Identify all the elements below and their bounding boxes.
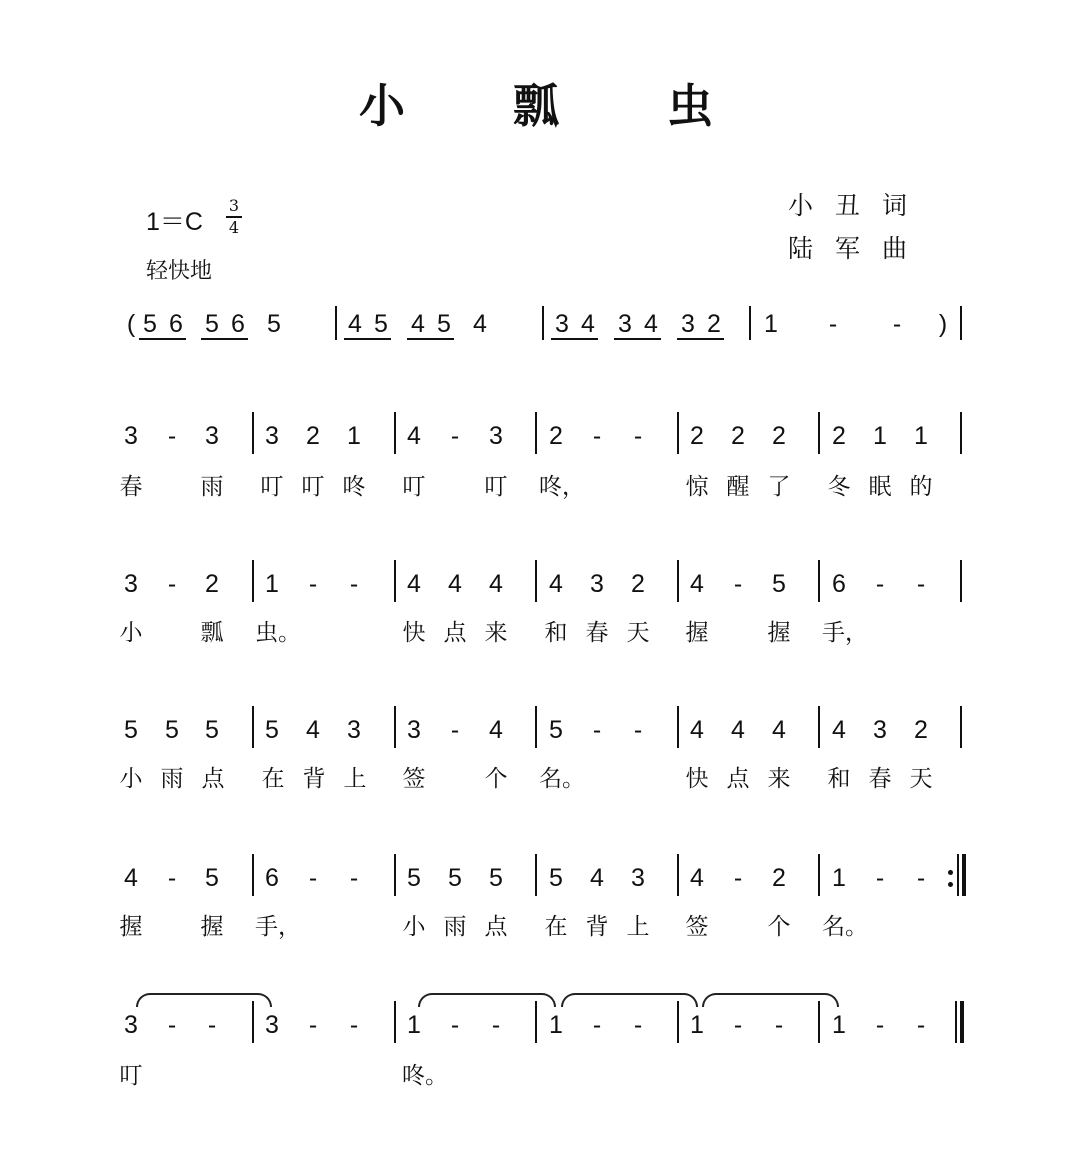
lyric-syllable: 雨 bbox=[443, 914, 467, 940]
hold-dash: - bbox=[733, 570, 743, 598]
lyric-syllable: 雨 bbox=[200, 474, 224, 500]
note: 3 bbox=[124, 570, 138, 598]
hold-dash: - bbox=[349, 570, 359, 598]
note: 4 bbox=[473, 310, 487, 338]
lyric-syllable: 握 bbox=[200, 914, 224, 940]
barline bbox=[818, 854, 820, 896]
barline bbox=[818, 412, 820, 454]
note: 2 bbox=[306, 422, 320, 450]
note: 1 bbox=[914, 422, 928, 450]
barline bbox=[535, 854, 537, 896]
lyric-syllable: 咚 bbox=[342, 474, 366, 500]
note: 5 bbox=[205, 310, 219, 338]
note: 3 bbox=[618, 310, 632, 338]
hold-dash: - bbox=[450, 422, 460, 450]
eighth-note-underline bbox=[201, 338, 248, 340]
lyric-syllable: 和 bbox=[827, 766, 851, 792]
hold-dash: - bbox=[167, 422, 177, 450]
lyric-syllable: 小 bbox=[402, 914, 426, 940]
note: 5 bbox=[772, 570, 786, 598]
hold-dash: - bbox=[349, 1011, 359, 1039]
note: 4 bbox=[407, 422, 421, 450]
barline bbox=[394, 706, 396, 748]
lyric-syllable: 背 bbox=[585, 914, 609, 940]
lyric-syllable: 快 bbox=[685, 766, 709, 792]
lyric-syllable: 叮 bbox=[260, 474, 284, 500]
eighth-note-underline bbox=[551, 338, 598, 340]
hold-dash: - bbox=[633, 1011, 643, 1039]
lyric-syllable: 春 bbox=[119, 474, 143, 500]
hold-dash: - bbox=[167, 864, 177, 892]
barline bbox=[960, 560, 962, 602]
lyric-syllable: 叮 bbox=[301, 474, 325, 500]
note: 1 bbox=[764, 310, 778, 338]
barline bbox=[677, 560, 679, 602]
note: 1 bbox=[832, 1011, 846, 1039]
lyric-syllable: 签 bbox=[685, 914, 709, 940]
lyric-syllable: 个 bbox=[484, 766, 508, 792]
note: 1 bbox=[407, 1011, 421, 1039]
time-signature bbox=[226, 197, 242, 237]
barline bbox=[252, 854, 254, 896]
lyric-syllable: 雨 bbox=[160, 766, 184, 792]
tie-slur bbox=[702, 993, 839, 1007]
note: 5 bbox=[124, 716, 138, 744]
hold-dash: - bbox=[875, 864, 885, 892]
barline bbox=[677, 706, 679, 748]
hold-dash: - bbox=[450, 716, 460, 744]
barline bbox=[818, 560, 820, 602]
lyric-syllable: 的 bbox=[909, 474, 933, 500]
tie-slur bbox=[418, 993, 556, 1007]
hold-dash: - bbox=[774, 1011, 784, 1039]
barline bbox=[535, 412, 537, 454]
note: 3 bbox=[681, 310, 695, 338]
barline bbox=[818, 1001, 820, 1043]
note: 5 bbox=[448, 864, 462, 892]
lyric-syllable: 点 bbox=[726, 766, 750, 792]
lyric-syllable: 点 bbox=[484, 914, 508, 940]
note: 3 bbox=[489, 422, 503, 450]
note: 4 bbox=[448, 570, 462, 598]
note: 5 bbox=[407, 864, 421, 892]
lyric-syllable: 叮 bbox=[119, 1063, 143, 1089]
lyric-syllable: 手， bbox=[822, 620, 868, 646]
note: 4 bbox=[348, 310, 362, 338]
lyric-syllable: 小 bbox=[119, 620, 143, 646]
note: 4 bbox=[832, 716, 846, 744]
barline bbox=[535, 560, 537, 602]
note: 4 bbox=[772, 716, 786, 744]
note: 3 bbox=[590, 570, 604, 598]
barline bbox=[252, 1001, 254, 1043]
lyric-syllable: 小 bbox=[119, 766, 143, 792]
hold-dash: - bbox=[592, 716, 602, 744]
hold-dash: - bbox=[633, 716, 643, 744]
note: 4 bbox=[549, 570, 563, 598]
note: 4 bbox=[489, 570, 503, 598]
barline bbox=[535, 706, 537, 748]
note: 2 bbox=[549, 422, 563, 450]
hold-dash: - bbox=[733, 1011, 743, 1039]
hold-dash: - bbox=[733, 864, 743, 892]
note: 6 bbox=[231, 310, 245, 338]
note: 3 bbox=[347, 716, 361, 744]
note: 2 bbox=[707, 310, 721, 338]
eighth-note-underline bbox=[614, 338, 661, 340]
lyric-syllable: 来 bbox=[767, 766, 791, 792]
barline bbox=[677, 854, 679, 896]
lyric-syllable: 咚。 bbox=[402, 1063, 448, 1089]
note: 2 bbox=[914, 716, 928, 744]
eighth-note-underline bbox=[677, 338, 724, 340]
note: 3 bbox=[124, 422, 138, 450]
note: 1 bbox=[265, 570, 279, 598]
lyric-syllable: 了 bbox=[767, 474, 791, 500]
lyric-syllable: 天 bbox=[626, 620, 650, 646]
lyric-syllable: 握 bbox=[119, 914, 143, 940]
note: 5 bbox=[267, 310, 281, 338]
note: 5 bbox=[489, 864, 503, 892]
hold-dash: - bbox=[308, 570, 318, 598]
lyric-syllable: 上 bbox=[343, 766, 367, 792]
note: 1 bbox=[832, 864, 846, 892]
lyric-syllable: 上 bbox=[626, 914, 650, 940]
note: 2 bbox=[731, 422, 745, 450]
note: 6 bbox=[169, 310, 183, 338]
repeat-thick-barline bbox=[962, 854, 966, 896]
barline bbox=[252, 412, 254, 454]
note: 2 bbox=[690, 422, 704, 450]
hold-dash: - bbox=[308, 1011, 318, 1039]
note: 5 bbox=[143, 310, 157, 338]
barline bbox=[960, 306, 962, 340]
lyric-syllable: 春 bbox=[868, 766, 892, 792]
hold-dash: - bbox=[916, 864, 926, 892]
note: 5 bbox=[437, 310, 451, 338]
open-parenthesis: ( bbox=[126, 310, 136, 338]
close-parenthesis: ) bbox=[938, 310, 948, 338]
barline bbox=[960, 706, 962, 748]
lyric-syllable: 虫。 bbox=[255, 620, 301, 646]
note: 4 bbox=[581, 310, 595, 338]
note: 1 bbox=[873, 422, 887, 450]
time-signature-top: 3 bbox=[228, 196, 240, 215]
lyric-syllable: 春 bbox=[585, 620, 609, 646]
hold-dash: - bbox=[633, 422, 643, 450]
lyric-syllable: 签 bbox=[402, 766, 426, 792]
barline bbox=[677, 412, 679, 454]
hold-dash: - bbox=[450, 1011, 460, 1039]
tie-slur bbox=[561, 993, 698, 1007]
note: 5 bbox=[205, 716, 219, 744]
lyric-syllable: 背 bbox=[302, 766, 326, 792]
note: 4 bbox=[124, 864, 138, 892]
barline bbox=[394, 560, 396, 602]
hold-dash: - bbox=[349, 864, 359, 892]
hold-dash: - bbox=[308, 864, 318, 892]
note: 3 bbox=[631, 864, 645, 892]
note: 6 bbox=[265, 864, 279, 892]
hold-dash: - bbox=[167, 570, 177, 598]
lyric-syllable: 点 bbox=[201, 766, 225, 792]
lyric-syllable: 握 bbox=[767, 620, 791, 646]
barline bbox=[542, 306, 544, 340]
note: 4 bbox=[411, 310, 425, 338]
lyric-syllable: 在 bbox=[261, 766, 285, 792]
note: 5 bbox=[549, 716, 563, 744]
lyric-syllable: 眠 bbox=[868, 474, 892, 500]
note: 6 bbox=[832, 570, 846, 598]
tempo-marking: 轻快地 bbox=[146, 258, 213, 283]
note: 5 bbox=[205, 864, 219, 892]
note: 4 bbox=[489, 716, 503, 744]
time-signature-bottom: 4 bbox=[228, 218, 240, 237]
lyric-syllable: 名。 bbox=[539, 766, 585, 792]
note: 4 bbox=[407, 570, 421, 598]
barline bbox=[535, 1001, 537, 1043]
note: 4 bbox=[644, 310, 658, 338]
note: 3 bbox=[555, 310, 569, 338]
barline bbox=[394, 854, 396, 896]
note: 3 bbox=[265, 422, 279, 450]
barline bbox=[252, 706, 254, 748]
note: 4 bbox=[306, 716, 320, 744]
hold-dash: - bbox=[828, 310, 838, 338]
note: 2 bbox=[832, 422, 846, 450]
hold-dash: - bbox=[916, 570, 926, 598]
lyric-syllable: 冬 bbox=[827, 474, 851, 500]
lyric-syllable: 叮 bbox=[402, 474, 426, 500]
hold-dash: - bbox=[592, 1011, 602, 1039]
song-title: 小 瓢 虫 bbox=[358, 79, 760, 133]
lyric-syllable: 点 bbox=[443, 620, 467, 646]
lyric-syllable: 在 bbox=[544, 914, 568, 940]
hold-dash: - bbox=[916, 1011, 926, 1039]
note: 2 bbox=[772, 422, 786, 450]
eighth-note-underline bbox=[344, 338, 391, 340]
barline bbox=[677, 1001, 679, 1043]
note: 4 bbox=[690, 716, 704, 744]
eighth-note-underline bbox=[139, 338, 186, 340]
key-signature: 1＝C bbox=[146, 208, 203, 236]
barline bbox=[335, 306, 337, 340]
note: 3 bbox=[265, 1011, 279, 1039]
note: 1 bbox=[549, 1011, 563, 1039]
repeat-dot bbox=[948, 870, 953, 875]
note: 5 bbox=[265, 716, 279, 744]
final-thin-barline bbox=[955, 1001, 957, 1043]
note: 1 bbox=[347, 422, 361, 450]
barline bbox=[749, 306, 751, 340]
barline bbox=[818, 706, 820, 748]
tie-slur bbox=[136, 993, 272, 1007]
note: 4 bbox=[690, 570, 704, 598]
note: 3 bbox=[205, 422, 219, 450]
note: 5 bbox=[549, 864, 563, 892]
note: 3 bbox=[873, 716, 887, 744]
lyric-syllable: 叮 bbox=[484, 474, 508, 500]
lyricist-credit: 小丑词 bbox=[788, 191, 930, 220]
lyric-syllable: 手， bbox=[255, 914, 301, 940]
eighth-note-underline bbox=[407, 338, 454, 340]
hold-dash: - bbox=[167, 1011, 177, 1039]
final-thick-barline bbox=[960, 1001, 964, 1043]
hold-dash: - bbox=[875, 1011, 885, 1039]
lyric-syllable: 瓢 bbox=[200, 620, 224, 646]
lyric-syllable: 惊 bbox=[685, 474, 709, 500]
barline bbox=[252, 560, 254, 602]
note: 3 bbox=[124, 1011, 138, 1039]
lyric-syllable: 天 bbox=[909, 766, 933, 792]
barline bbox=[394, 412, 396, 454]
barline bbox=[960, 412, 962, 454]
hold-dash: - bbox=[207, 1011, 217, 1039]
lyric-syllable: 来 bbox=[484, 620, 508, 646]
note: 5 bbox=[374, 310, 388, 338]
lyric-syllable: 握 bbox=[685, 620, 709, 646]
note: 4 bbox=[731, 716, 745, 744]
repeat-thin-barline bbox=[957, 854, 959, 896]
lyric-syllable: 个 bbox=[767, 914, 791, 940]
hold-dash: - bbox=[491, 1011, 501, 1039]
hold-dash: - bbox=[592, 422, 602, 450]
note: 2 bbox=[772, 864, 786, 892]
composer-credit: 陆军曲 bbox=[788, 234, 930, 263]
hold-dash: - bbox=[875, 570, 885, 598]
note: 2 bbox=[631, 570, 645, 598]
lyric-syllable: 名。 bbox=[822, 914, 868, 940]
note: 2 bbox=[205, 570, 219, 598]
note: 3 bbox=[407, 716, 421, 744]
barline bbox=[394, 1001, 396, 1043]
lyric-syllable: 咚， bbox=[539, 474, 585, 500]
lyric-syllable: 醒 bbox=[726, 474, 750, 500]
note: 1 bbox=[690, 1011, 704, 1039]
lyric-syllable: 快 bbox=[402, 620, 426, 646]
lyric-syllable: 和 bbox=[544, 620, 568, 646]
hold-dash: - bbox=[892, 310, 902, 338]
note: 5 bbox=[165, 716, 179, 744]
note: 4 bbox=[690, 864, 704, 892]
repeat-dot bbox=[948, 882, 953, 887]
note: 4 bbox=[590, 864, 604, 892]
